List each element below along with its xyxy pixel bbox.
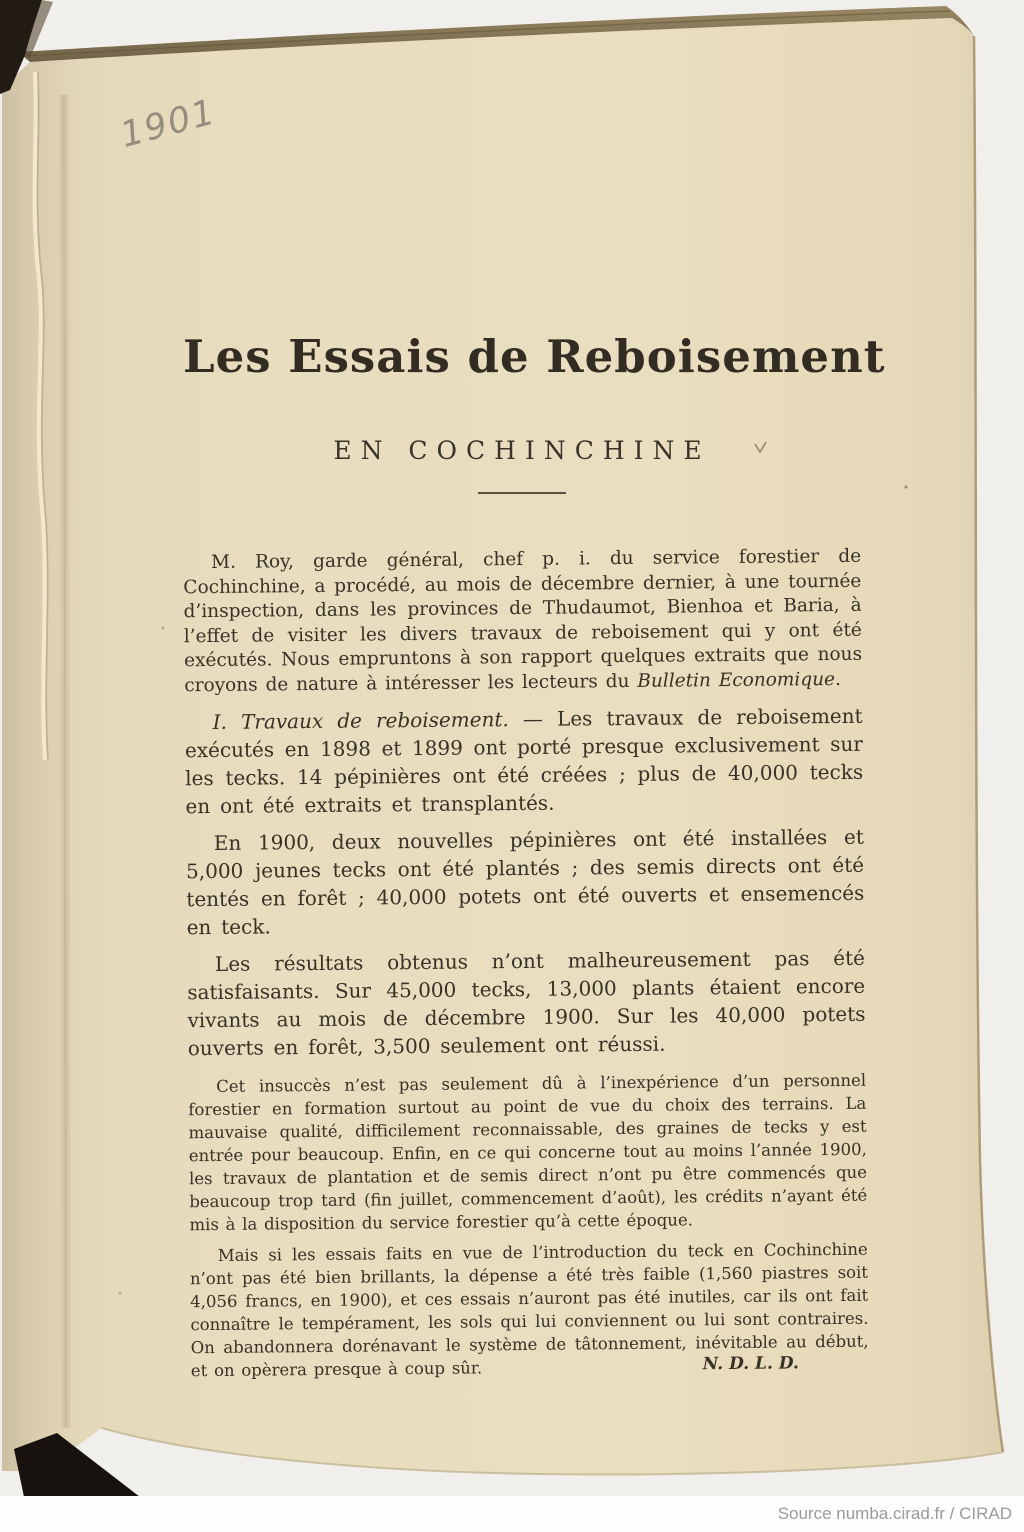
bulletin-economique-italic: Bulletin Economique <box>637 668 836 692</box>
paper-speck <box>904 485 907 488</box>
paragraph-en-1900: En 1900, deux nouvelles pépinières ont été installées et 5,000 jeunes tecks ont été plantés ; des semis directs ont été tentés en forêt ; 40,000 potets ont été ouverts et ensemencés en teck. <box>185 824 865 940</box>
travaux-text: — Les travaux de reboisement exécutés en 1898 et 1899 ont porté presque exclusivement sur les tecks. 14 pépinières ont été créées ; plus de 40,000 tecks en ont été extraits et transplantés. <box>184 703 864 819</box>
paragraph-resultats: Les résultats obtenus n’ont malheureusement pas été satisfaisants. Sur 45,000 tecks, 13,000 plants étaient encore vivants au mois de décembre 1900. Sur les 40,000 potets ouverts en forêt, 3,500 seulement ont réussi. <box>187 945 866 1061</box>
paper-speck <box>119 1292 122 1295</box>
paragraph-travaux <box>185 702 864 821</box>
source-bar <box>0 1496 1024 1532</box>
paragraph-intro <box>183 545 862 699</box>
article-subtitle: EN COCHINCHINE <box>333 436 711 465</box>
intro-lead-text: M. Roy, garde général, chef p. i. du service forestier de Cochinchine, a procédé, au mois de décembre dernier, à une tournée d’inspection, dans les provinces de Thudaumot, Bienhoa et Baria, à l’effet de visiter les divers travaux de reboisement qui y ont été exécutés. Nous empruntons à son rapport quelques extraits que nous croyons de nature à intéresser les lecteurs du <box>183 545 863 696</box>
paper-speck <box>162 627 165 630</box>
source-credit-text: Source numba.cirad.fr / CIRAD <box>777 1504 1012 1523</box>
signature-ndld: N. D. L. D. <box>702 1353 799 1375</box>
article-body <box>183 545 869 1379</box>
section-heading-italic: I. Travaux de reboisement. <box>212 707 509 734</box>
handwritten-year-annotation: 1901 <box>116 92 221 156</box>
intro-tail-text: . <box>834 668 841 690</box>
paragraph-insucces: Cet insuccès n’est pas seulement dû à l’inexpérience d’un personnel forestier en formation surtout au point de vue du choix des terrains. La mauvaise qualité, difficilement reconnaissable, des graines de tecks y est entrée pour beaucoup. Enfin, en ce qui concerne tout au moins l’année 1900, les travaux de plantation et de semis direct n’ont pu être commencés que beaucoup trop tard (fin juillet, commencement d’août), les crédits n’ayant été mis à la disposition du service forestier qu’à cette époque. <box>188 1070 868 1235</box>
title-divider-rule <box>478 492 566 494</box>
article-title: Les Essais de Reboisement <box>183 330 886 383</box>
paragraph-mais: Mais si les essais faits en vue de l’introduction du teck en Cochinchine n’ont pas été bien brillants, la dépense a été très faible (1,560 piastres soit 4,056 francs, en 1900), et ces essais n’auront pas été inutiles, car ils ont fait connaître le tempérament, les sols qui lui conviennent ou lui sont contraires. On abandonnera dorénavant le système de tâtonnement, inévitable au début, et on opèrera presque à coup sûr. <box>189 1239 869 1381</box>
